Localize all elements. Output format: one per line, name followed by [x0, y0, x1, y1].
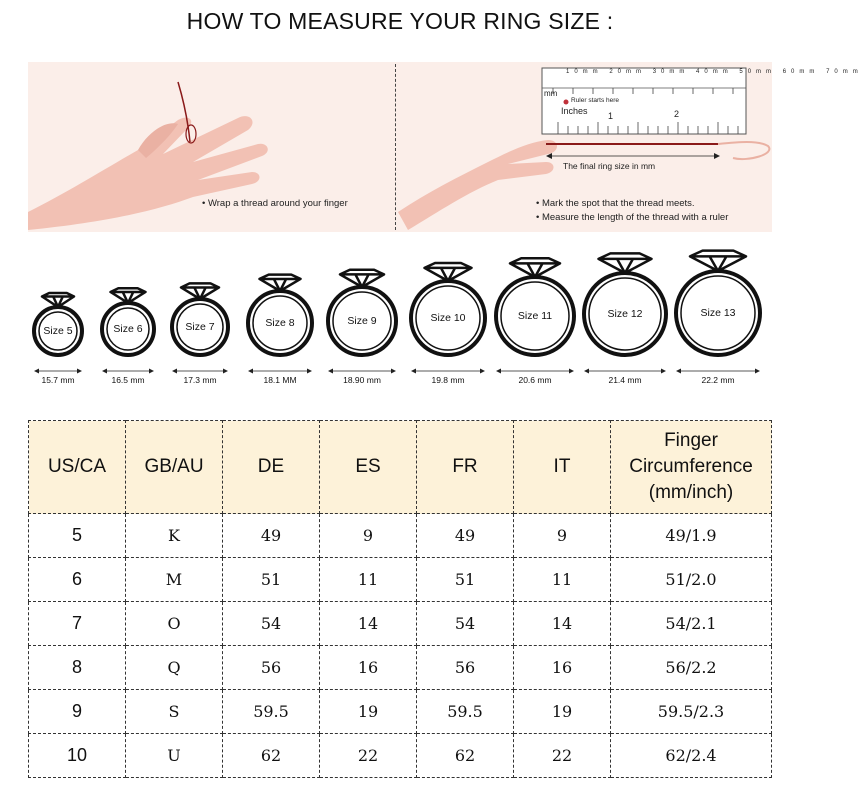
ruler-mm-tick: 50mm	[739, 69, 777, 75]
table-row	[29, 514, 772, 558]
diamond-icon	[599, 253, 652, 273]
thread-tail	[718, 142, 769, 159]
ruler-inches-label: Inches	[561, 106, 588, 116]
ruler-mm-tick: 30mm	[652, 69, 690, 75]
ring-diameter-label: 21.4 mm	[608, 375, 642, 385]
table-cell: 22	[514, 734, 611, 778]
table-cell: 9	[320, 514, 417, 558]
ruler-mm-ticks	[566, 69, 863, 75]
table-header-row	[29, 421, 772, 514]
instruction-banner	[28, 62, 863, 232]
ruler-mm-tick: 10mm	[566, 69, 603, 75]
col-header-line: Finger	[664, 430, 718, 451]
arrow-head	[411, 369, 416, 374]
col-header: GB/AU	[126, 421, 223, 514]
table-row	[29, 646, 772, 690]
ring-diameter-label: 20.6 mm	[518, 375, 552, 385]
table-cell: 11	[320, 558, 417, 602]
final-size-note: The final ring size in mm	[563, 161, 656, 171]
ring-size-label: Size 5	[43, 325, 73, 337]
table-cell: U	[126, 734, 223, 778]
ring-size-label: Size 9	[347, 315, 377, 327]
arrow-head	[307, 369, 312, 374]
page-title: HOW TO MEASURE YOUR RING SIZE :	[186, 8, 614, 34]
table-cell: 7	[29, 602, 126, 646]
arrow-head	[172, 369, 177, 374]
table-cell: 14	[320, 602, 417, 646]
table-cell: 19	[514, 690, 611, 734]
table-row	[29, 558, 772, 602]
arrow-head	[755, 369, 760, 374]
ruler-mm-tick: 60mm	[782, 69, 820, 75]
arrow-head	[480, 369, 485, 374]
diamond-icon	[111, 288, 146, 303]
ruler-start-marker	[564, 100, 569, 105]
table-cell: 59.5	[417, 690, 514, 734]
arrow-head	[676, 369, 681, 374]
arrow-head	[248, 369, 253, 374]
col-header: US/CA	[29, 421, 126, 514]
table-cell: 51	[417, 558, 514, 602]
step1-caption: • Wrap a thread around your finger	[202, 198, 348, 209]
diamond-icon	[340, 270, 384, 287]
table-cell: 51	[223, 558, 320, 602]
table-cell: S	[126, 690, 223, 734]
arrow-head	[496, 369, 501, 374]
table-cell: 22	[320, 734, 417, 778]
table-cell: 49/1.9	[611, 514, 772, 558]
arrow-head	[328, 369, 333, 374]
step2a-text: Mark the spot that the thread meets.	[541, 198, 695, 209]
ring-diameter-label: 19.8 mm	[431, 375, 465, 385]
ring-size-label: Size 10	[430, 312, 466, 324]
table-row	[29, 734, 772, 778]
table-cell: 10	[29, 734, 126, 778]
table-cell: 59.5/2.3	[611, 690, 772, 734]
table-row	[29, 690, 772, 734]
diamond-icon	[260, 275, 301, 291]
ring-size-label: Size 11	[517, 310, 553, 322]
col-header: FR	[417, 421, 514, 514]
ruler-inch-tick: 2	[674, 109, 680, 119]
table-cell: 62	[417, 734, 514, 778]
ruler-mm-tick: 70mm	[826, 69, 863, 75]
arrow-head	[569, 369, 574, 374]
diamond-icon	[510, 258, 560, 277]
ring-size-chart	[0, 255, 800, 405]
ring-diameter-label: 16.5 mm	[111, 375, 145, 385]
arrow-head	[77, 369, 82, 374]
arrow-head	[149, 369, 154, 374]
ring-diameter-label: 15.7 mm	[41, 375, 75, 385]
diamond-icon	[425, 263, 472, 281]
table-cell: 49	[417, 514, 514, 558]
ruler-inch-tick: 1	[608, 111, 614, 121]
ring-size-label: Size 6	[113, 323, 143, 335]
table-cell: 16	[320, 646, 417, 690]
step1-text: Wrap a thread around your finger	[207, 198, 348, 209]
ring-diameter-label: 18.90 mm	[343, 375, 381, 385]
diamond-icon	[42, 293, 74, 307]
table-cell: 16	[514, 646, 611, 690]
banner-divider	[395, 64, 396, 230]
col-header: IT	[514, 421, 611, 514]
table-cell: 11	[514, 558, 611, 602]
diamond-icon	[690, 251, 746, 271]
step2b-caption: • Measure the length of the thread with a ruler	[536, 212, 729, 223]
ring-diameter-label: 18.1 MM	[263, 375, 297, 385]
table-cell: 54/2.1	[611, 602, 772, 646]
table-cell: Q	[126, 646, 223, 690]
table-cell: 8	[29, 646, 126, 690]
ring-diameter-label: 17.3 mm	[183, 375, 217, 385]
left-hand-illustration	[28, 116, 268, 230]
arrow-head	[102, 369, 107, 374]
table-cell: K	[126, 514, 223, 558]
col-header-circumference	[611, 421, 772, 514]
right-hand-illustration	[398, 140, 557, 230]
table-cell: 19	[320, 690, 417, 734]
table-cell: 51/2.0	[611, 558, 772, 602]
thread-loop	[186, 125, 196, 143]
table-cell: M	[126, 558, 223, 602]
col-header-line: Circumference	[629, 456, 753, 477]
table-cell: 49	[223, 514, 320, 558]
ring-size-table	[28, 420, 772, 778]
arrow-head	[661, 369, 666, 374]
ring-size-label: Size 12	[607, 308, 643, 320]
ring-size-label: Size 8	[265, 317, 295, 329]
col-header: ES	[320, 421, 417, 514]
table-cell: 56	[223, 646, 320, 690]
arrow-head	[584, 369, 589, 374]
ruler-mm-label: mm	[544, 89, 558, 98]
table-cell: 9	[29, 690, 126, 734]
ruler-start-note: Ruler starts here	[571, 97, 620, 104]
table-cell: 6	[29, 558, 126, 602]
arrow-head	[391, 369, 396, 374]
table-cell: O	[126, 602, 223, 646]
diamond-icon	[181, 283, 219, 299]
table-cell: 9	[514, 514, 611, 558]
table-cell: 62/2.4	[611, 734, 772, 778]
table-cell: 5	[29, 514, 126, 558]
table-cell: 14	[514, 602, 611, 646]
step2b-text: Measure the length of the thread with a ruler	[541, 212, 729, 223]
arrow-head	[223, 369, 228, 374]
ring-size-label: Size 7	[185, 321, 215, 333]
col-header: DE	[223, 421, 320, 514]
step2a-caption: • Mark the spot that the thread meets.	[536, 198, 695, 209]
arrow-head	[34, 369, 39, 374]
col-header-line: (mm/inch)	[648, 482, 734, 503]
table-cell: 56	[417, 646, 514, 690]
ruler-mm-tick: 40mm	[696, 69, 733, 75]
ruler-mm-tick: 20mm	[609, 69, 647, 75]
table-row	[29, 602, 772, 646]
table-cell: 54	[417, 602, 514, 646]
ring-diameter-label: 22.2 mm	[701, 375, 735, 385]
table-cell: 56/2.2	[611, 646, 772, 690]
table-cell: 59.5	[223, 690, 320, 734]
table-cell: 62	[223, 734, 320, 778]
table-cell: 54	[223, 602, 320, 646]
ring-size-label: Size 13	[700, 307, 736, 319]
